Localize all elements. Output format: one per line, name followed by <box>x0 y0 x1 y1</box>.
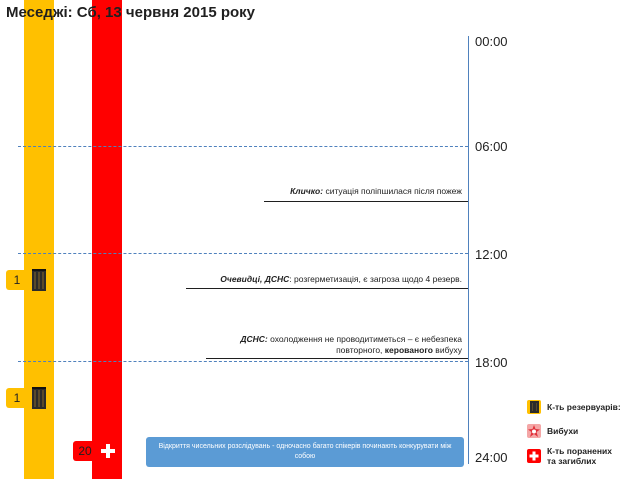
event-3 <box>240 334 462 356</box>
event-3-text-line2-bold: керованого <box>384 345 433 355</box>
legend-explosions-label: Вибухи <box>547 426 579 436</box>
tank-icon <box>29 267 49 293</box>
time-label-18: 18:00 <box>475 355 508 370</box>
event-2 <box>220 274 462 285</box>
event-2-speaker: Очевидці, ДСНС <box>220 274 290 284</box>
event-1-speaker: Кличко: <box>290 186 324 196</box>
legend-casualties-line1: К-ть поранених <box>547 446 612 456</box>
medical-cross-icon <box>527 449 541 463</box>
event-1-marker <box>264 201 468 202</box>
callout-box: Відкриття чисельних розслідувань - одночасно багато спікерів починають конкурувати між собою <box>146 437 464 467</box>
tank-icon <box>527 400 541 414</box>
legend-explosions <box>527 424 578 438</box>
timeline-axis <box>468 36 469 464</box>
gridline-12 <box>18 253 468 254</box>
tank-icon <box>29 385 49 411</box>
explosion-icon <box>527 424 541 438</box>
legend-casualties-label <box>547 446 612 466</box>
time-label-12: 12:00 <box>475 247 508 262</box>
event-2-marker <box>186 288 468 289</box>
tank-count-2: 1 <box>6 388 28 408</box>
legend-casualties-line2: та загиблих <box>547 456 597 466</box>
event-3-speaker: ДСНС: <box>240 334 268 344</box>
time-label-00: 00:00 <box>475 34 508 49</box>
time-label-24: 24:00 <box>475 450 508 465</box>
casualties-count: 20 <box>73 441 97 461</box>
gridline-18 <box>18 361 468 362</box>
legend-tanks-label: К-ть резервуарів: <box>547 402 621 412</box>
tank-count-1: 1 <box>6 270 28 290</box>
gridline-06 <box>18 146 468 147</box>
legend-casualties <box>527 446 612 466</box>
event-1 <box>290 186 462 197</box>
event-3-text-line2-post: вибуху <box>432 345 462 355</box>
page-title: Меседжі: Сб, 13 червня 2015 року <box>6 4 256 21</box>
event-1-text: ситуація поліпшилася після пожеж <box>323 186 462 196</box>
event-3-text-line2-pre: повторного, <box>336 345 385 355</box>
event-3-marker <box>206 358 468 359</box>
legend-tanks <box>527 400 621 414</box>
time-label-06: 06:00 <box>475 139 508 154</box>
casualties-track <box>92 0 122 479</box>
event-2-text: : розгерметизація, є загроза щодо 4 резерв. <box>289 274 462 284</box>
event-3-text-line1: охолодження не проводитиметься – є небезпека <box>267 334 462 344</box>
medical-cross-icon <box>97 440 119 462</box>
